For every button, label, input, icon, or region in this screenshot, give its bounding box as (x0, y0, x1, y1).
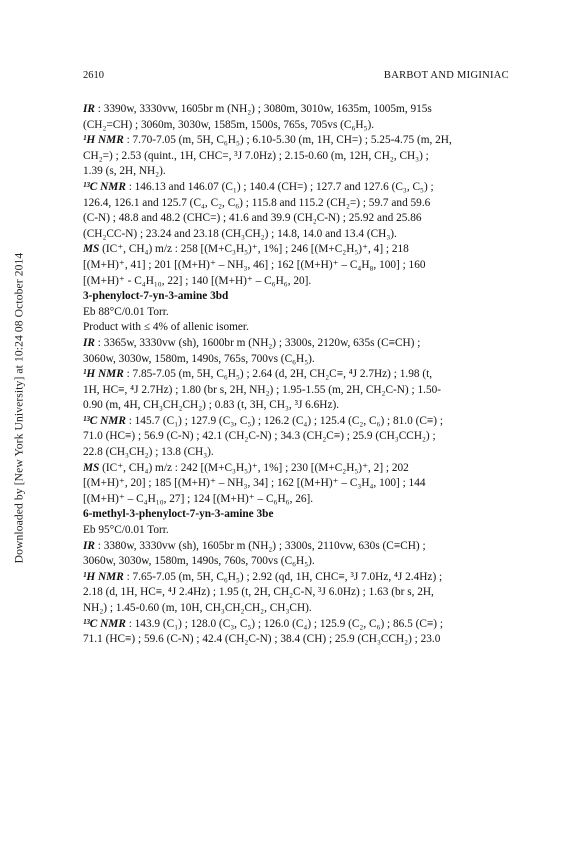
line-text: Eb 88°C/0.01 Torr. (83, 305, 169, 318)
text-line (83, 102, 508, 118)
line-text: 71.0 (HC≡) ; 56.9 (C-N) ; 42.1 (CH₂C-N) ; 34.3 (CH₂C≡) ; 25.9 (CH₃CCH₂) ; (83, 430, 436, 443)
line-text: Eb 95°C/0.01 Torr. (83, 524, 169, 537)
spectrum-label: ¹³C NMR (83, 180, 126, 193)
spectrum-label: MS (83, 461, 100, 474)
text-line (83, 336, 508, 352)
text-line (83, 398, 508, 414)
text-line (83, 429, 508, 445)
text-line (83, 149, 508, 165)
compound-name: 6-methyl-3-phenyloct-7-yn-3-amine 3be (83, 508, 274, 521)
text-line (83, 227, 508, 243)
line-text: (C-N) ; 48.8 and 48.2 (CHC=) ; 41.6 and 39.9 (CH₂C-N) ; 25.92 and 25.86 (83, 212, 422, 225)
text-line (83, 258, 508, 274)
text-line (83, 445, 508, 461)
spectrum-label: IR (83, 539, 95, 552)
line-text: 2.18 (d, 1H, HC≡, ⁴J 2.4Hz) ; 1.95 (t, 2H, CH₂C-N, ³J 6.0Hz) ; 1.63 (br s, 2H, (83, 586, 434, 599)
text-line (83, 617, 508, 633)
compound-heading-line (83, 507, 508, 523)
text-line (83, 320, 508, 336)
line-text: Product with ≤ 4% of allenic isomer. (83, 321, 249, 334)
line-text: (CH₂CC-N) ; 23.24 and 23.18 (CH₃CH₂) ; 14.8, 14.0 and 13.4 (CH₃). (83, 227, 397, 240)
line-text: 1.39 (s, 2H, NH₂). (83, 165, 166, 178)
text-line (83, 461, 508, 477)
text-line (83, 305, 508, 321)
spectrum-label: IR (83, 103, 95, 115)
text-line (83, 414, 508, 430)
running-head: BARBOT AND MIGINIAC (383, 70, 509, 81)
text-line (83, 570, 508, 586)
text-line (83, 476, 508, 492)
text-line (83, 196, 508, 212)
line-text: : 145.7 (C₁) ; 127.9 (C₃, C₅) ; 126.2 (C₄) ; 125.4 (C₂, C₆) ; 81.0 (C≡) ; (125, 414, 443, 427)
text-line (83, 133, 508, 149)
spectrum-label: MS (83, 243, 100, 256)
line-text: : 7.85-7.05 (m, 5H, C₆H₅) ; 2.64 (d, 2H, CH₂C≡, ⁴J 2.7Hz) ; 1.98 (t, (123, 368, 433, 381)
line-text: 0.90 (m, 4H, CH₃CH₂CH₂) ; 0.83 (t, 3H, CH₃, ³J 6.6Hz). (83, 399, 340, 412)
text-line (83, 118, 508, 134)
text-line (83, 632, 508, 648)
line-text: [(M+H)⁺, 41] ; 201 [(M+H)⁺ – NH₃, 46] ; 162 [(M+H)⁺ – C₄H₈, 100] ; 160 (83, 258, 426, 271)
text-line (83, 383, 508, 399)
line-text: 1H, HC≡, ⁴J 2.7Hz) ; 1.80 (br s, 2H, NH₂) ; 1.95-1.55 (m, 2H, CH₂C-N) ; 1.50- (83, 383, 442, 396)
line-text: 22.8 (CH₃CH₂) ; 13.8 (CH₃). (83, 446, 214, 459)
page-number: 2610 (83, 70, 104, 81)
text-line (83, 367, 508, 383)
line-text: : 3365w, 3330vw (sh), 1600br m (NH₂) ; 3300s, 2120w, 635s (C≡CH) ; (94, 336, 421, 349)
line-text: 3060w, 3030w, 1580m, 1490s, 760s, 700vs (C₆H₅). (83, 555, 315, 568)
line-text: [(M+H)⁺, 20] ; 185 [(M+H)⁺ – NH₃, 34] ; 162 [(M+H)⁺ – C₃H₄, 100] ; 144 (83, 477, 426, 490)
line-text: : 7.65-7.05 (m, 5H, C₆H₅) ; 2.92 (qd, 1H, CHC≡, ³J 7.0Hz, ⁴J 2.4Hz) ; (123, 570, 443, 583)
compound-heading-line (83, 289, 508, 305)
download-watermark (12, 205, 26, 610)
spectrum-label: ¹³C NMR (83, 414, 126, 427)
text-line (83, 352, 508, 368)
download-note-text: Downloaded by [New York University] at 10:24 08 October 2014 (12, 252, 26, 563)
page-header (83, 70, 509, 84)
spectrum-label: ¹H NMR (83, 368, 124, 381)
line-text: : 7.70-7.05 (m, 5H, C₆H₅) ; 6.10-5.30 (m, 1H, CH=) ; 5.25-4.75 (m, 2H, (123, 134, 452, 147)
compound-name: 3-phenyloct-7-yn-3-amine 3bd (83, 290, 229, 303)
spectrum-label: ¹³C NMR (83, 617, 126, 630)
line-text: : 146.13 and 146.07 (C₁) ; 140.4 (CH=) ; 127.7 and 127.6 (C₃, C₅) ; (125, 180, 434, 193)
line-text: CH₂=) ; 2.53 (quint., 1H, CHC=, ³J 7.0Hz) ; 2.15-0.60 (m, 12H, CH₂, CH₃) ; (83, 149, 429, 162)
text-line (83, 601, 508, 617)
text-line (83, 523, 508, 539)
line-text: NH₂) ; 1.45-0.60 (m, 10H, CH₃CH₂CH₂, CH₃CH). (83, 602, 312, 614)
line-text: : 3380w, 3330vw (sh), 1605br m (NH₂) ; 3300s, 2110vw, 630s (C≡CH) ; (94, 539, 426, 552)
text-line (83, 274, 508, 290)
line-text: 126.4, 126.1 and 125.7 (C₄, C₂, C₆) ; 115.8 and 115.2 (CH₂=) ; 59.7 and 59.6 (83, 196, 431, 209)
line-text: : 3390w, 3330vw, 1605br m (NH₂) ; 3080m, 3010w, 1635m, 1005m, 915s (94, 103, 432, 115)
text-line (83, 554, 508, 570)
line-text: [(M+H)⁺ – C₄H₁₀, 27] ; 124 [(M+H)⁺ – C₆H₆, 26]. (83, 492, 314, 505)
text-line (83, 180, 508, 196)
text-line (83, 211, 508, 227)
line-text: (IC⁺, CH₄) m/z : 258 [(M+C₃H₅)⁺, 1%] ; 246 [(M+C₂H₅)⁺, 4] ; 218 (99, 243, 409, 256)
line-text: [(M+H)⁺ - C₄H₁₀, 22] ; 140 [(M+H)⁺ – C₆H₆, 20]. (83, 274, 312, 287)
line-text: (IC⁺, CH₄) m/z : 242 [(M+C₃H₅)⁺, 1%] ; 230 [(M+C₂H₅)⁺, 2] ; 202 (99, 461, 409, 474)
text-line (83, 164, 508, 180)
text-line (83, 539, 508, 555)
text-line (83, 242, 508, 258)
text-line (83, 492, 508, 508)
line-text: (CH₂=CH) ; 3060m, 3030w, 1585m, 1500s, 765s, 705vs (C₆H₅). (83, 118, 375, 131)
spectrum-label: ¹H NMR (83, 134, 124, 147)
spectrum-label: ¹H NMR (83, 570, 124, 583)
line-text: 71.1 (HC≡) ; 59.6 (C-N) ; 42.4 (CH₂C-N) ; 38.4 (CH) ; 25.9 (CH₃CCH₂) ; 23.0 (83, 633, 441, 646)
line-text: 3060w, 3030w, 1580m, 1490s, 765s, 700vs (C₆H₅). (83, 352, 315, 365)
spectrum-label: IR (83, 336, 95, 349)
text-line (83, 585, 508, 601)
line-text: : 143.9 (C₁) ; 128.0 (C₃, C₅) ; 126.0 (C₄) ; 125.9 (C₂, C₆) ; 86.5 (C≡) ; (125, 617, 443, 630)
article-body (83, 102, 508, 648)
